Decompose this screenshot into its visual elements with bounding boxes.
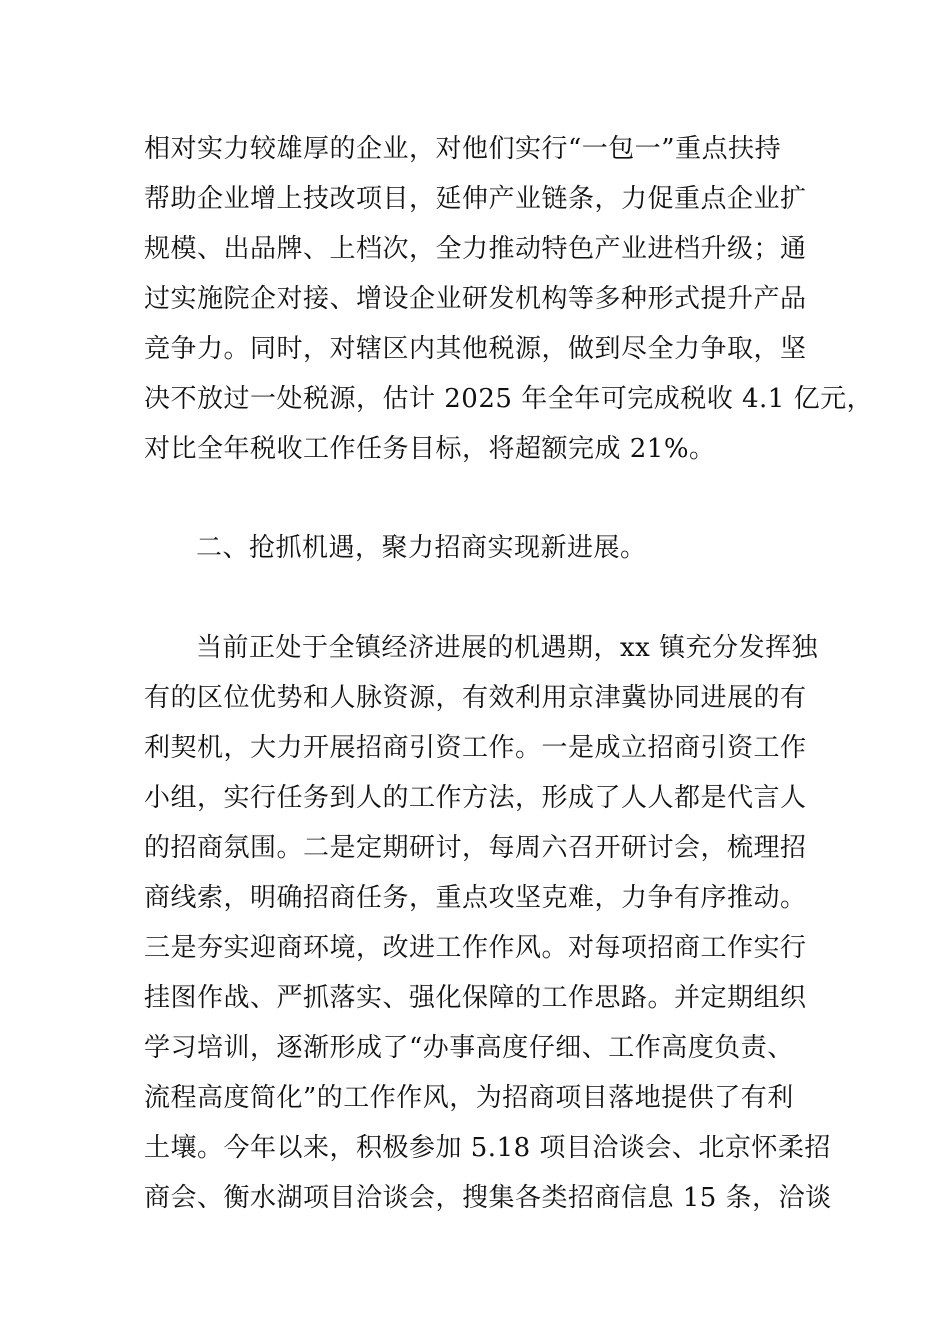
paragraph-1-line: 帮助企业增上技改项目，延伸产业链条，力促重点企业扩 bbox=[144, 184, 807, 214]
paragraph-2-line: 学习培训，逐渐形成了“办事高度仔细、工作高度负责、 bbox=[144, 1033, 794, 1063]
paragraph-1-line: 决不放过一处税源，估计 2025 年全年可完成税收 4.1 亿元， bbox=[144, 384, 874, 414]
paragraph-1-line: 竞争力。同时，对辖区内其他税源，做到尽全力争取，坚 bbox=[144, 334, 807, 364]
paragraph-2-line: 流程高度简化”的工作作风，为招商项目落地提供了有利 bbox=[144, 1083, 794, 1113]
paragraph-2-line: 商会、衡水湖项目洽谈会，搜集各类招商信息 15 条，洽谈 bbox=[144, 1183, 832, 1213]
paragraph-2-line: 小组，实行任务到人的工作方法，形成了人人都是代言人 bbox=[144, 783, 807, 813]
paragraph-2-line: 商线索，明确招商任务，重点攻坚克难，力争有序推动。 bbox=[144, 883, 807, 913]
paragraph-1-line: 规模、出品牌、上档次，全力推动特色产业进档升级；通 bbox=[144, 234, 807, 264]
paragraph-2-line: 的招商氛围。二是定期研讨，每周六召开研讨会，梳理招 bbox=[144, 833, 807, 863]
paragraph-1-line: 对比全年税收工作任务目标，将超额完成 21%。 bbox=[144, 434, 716, 464]
paragraph-2-line: 有的区位优势和人脉资源，有效利用京津冀协同进展的有 bbox=[144, 683, 807, 713]
paragraph-2-line: 三是夯实迎商环境，改进工作作风。对每项招商工作实行 bbox=[144, 933, 807, 963]
paragraph-2-line: 当前正处于全镇经济进展的机遇期，xx 镇充分发挥独 bbox=[196, 633, 819, 663]
paragraph-1-line: 相对实力较雄厚的企业，对他们实行“一包一”重点扶持 bbox=[144, 134, 782, 164]
paragraph-2-line: 挂图作战、严抓落实、强化保障的工作思路。并定期组织 bbox=[144, 983, 807, 1013]
paragraph-1-line: 过实施院企对接、增设企业研发机构等多种形式提升产品 bbox=[144, 284, 807, 314]
section-heading: 二、抢抓机遇，聚力招商实现新进展。 bbox=[196, 533, 647, 563]
paragraph-2-line: 利契机，大力开展招商引资工作。一是成立招商引资工作 bbox=[144, 733, 807, 763]
paragraph-2-line: 土壤。今年以来，积极参加 5.18 项目洽谈会、北京怀柔招 bbox=[144, 1133, 831, 1163]
